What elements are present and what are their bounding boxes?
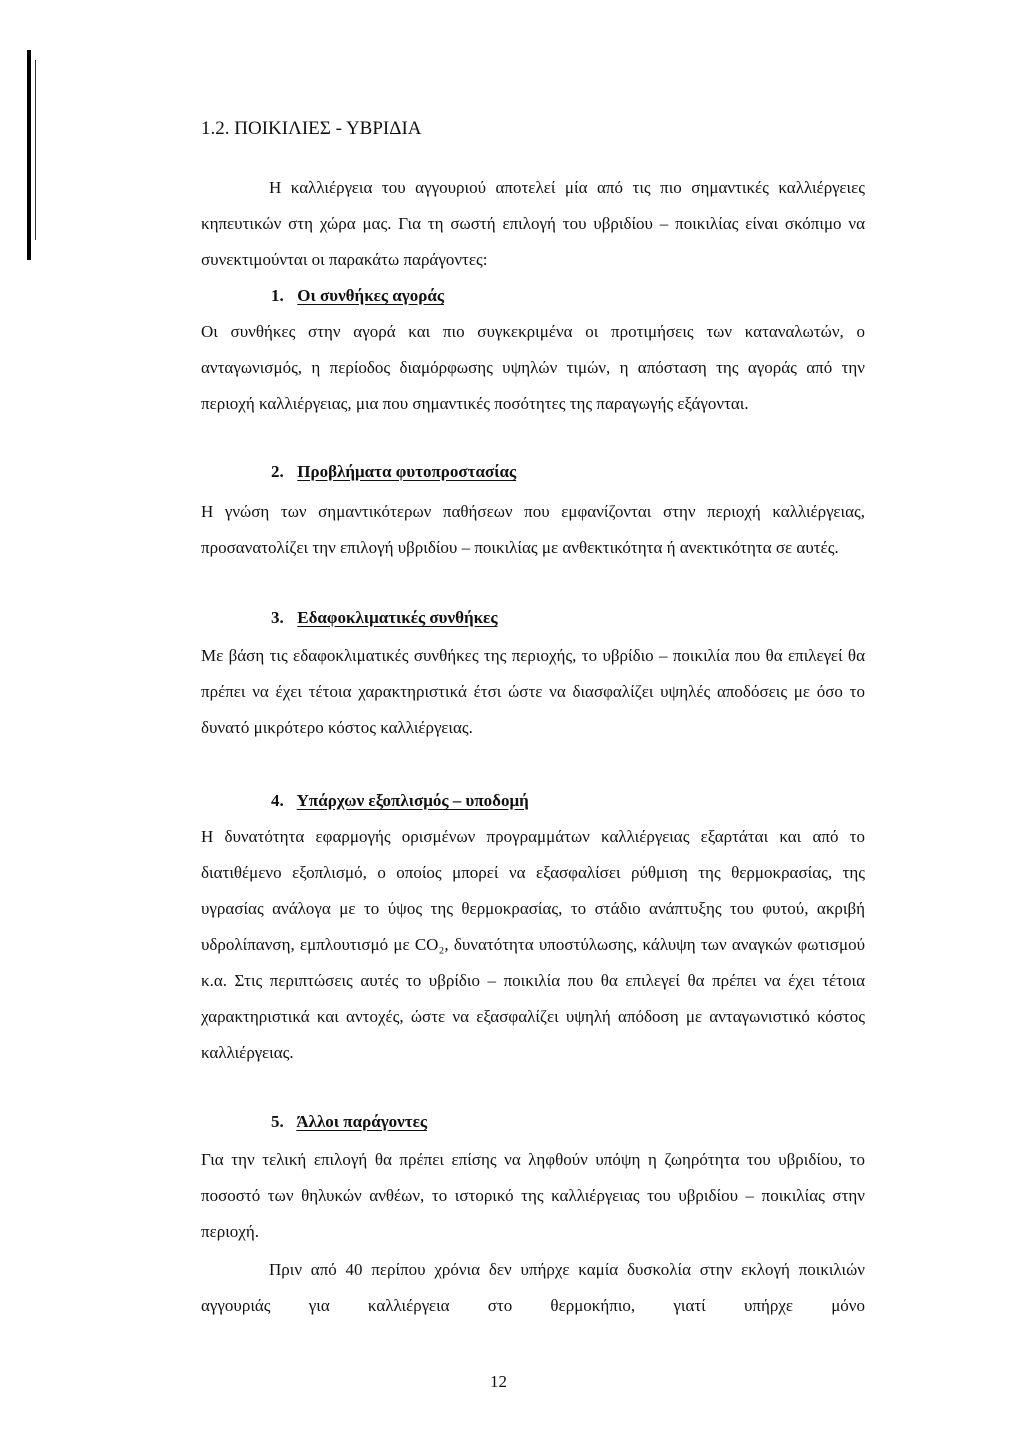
closing-paragraph: Πριν από 40 περίπου χρόνια δεν υπήρχε καμία δυσκολία στην εκλογή ποικιλιών αγγουριάς για καλλιέργεια στο θερμοκήπιο, γιατί υπήρχε μόνο [201, 1260, 865, 1315]
factor-heading-4 [271, 789, 529, 813]
factor-text-4: Η δυνατότητα εφαρμογής ορισμένων προγραμμάτων καλλιέργειας εξαρτάται και από το διατιθέμενο εξοπλισμό, ο οποίος μπορεί να εξασφαλίσει ρύθμιση της θερμοκρασίας, της υγρασίας ανάλογα με το ύψος της θερμοκρασίας, το στάδιο ανάπτυξης του φυτού, ακριβή υδρολίπανση, εμπλουτισμό με CO₂, δυνατότητα υποστύλωσης, κάλυψη των αναγκών φωτισμού κ.α. Στις περιπτώσεις αυτές το υβρίδιο – ποικιλία που θα επιλεγεί θα πρέπει να έχει τέτοια χαρακτηριστικά και αντοχές, ώστε να εξασφαλίζει υψηλή απόδοση με ανταγωνιστικό κόστος καλλιέργειας. [201, 827, 865, 1062]
factor-title: Εδαφοκλιματικές συνθήκες [297, 608, 498, 627]
factor-title: Οι συνθήκες αγοράς [297, 286, 445, 305]
factor-number: 3. [271, 608, 284, 627]
page-number: 12 [490, 1372, 507, 1391]
section-title: 1.2. ΠΟΙΚΙΛΙΕΣ - ΥΒΡΙΔΙΑ [201, 118, 422, 139]
factor-heading-5 [271, 1110, 427, 1134]
factor-number: 2. [271, 462, 284, 481]
scan-edge-line [35, 60, 36, 240]
factor-number: 5. [271, 1112, 284, 1131]
factor-text-1: Οι συνθήκες στην αγορά και πιο συγκεκριμένα οι προτιμήσεις των καταναλωτών, ο ανταγωνισμός, η περίοδος διαμόρφωσης υψηλών τιμών, η απόσταση της αγοράς από την περιοχή καλλιέργειας, μια που σημαντικές ποσότητες της παραγωγής εξάγονται. [201, 322, 865, 413]
factor-title: Υπάρχων εξοπλισμός – υποδομή [296, 791, 529, 810]
factor-text-5: Για την τελική επιλογή θα πρέπει επίσης να ληφθούν υπόψη η ζωηρότητα του υβριδίου, το ποσοστό των θηλυκών ανθέων, το ιστορικό της καλλιέργειας του υβριδίου – ποικιλίας στην περιοχή. [201, 1150, 865, 1241]
factor-heading-1 [271, 284, 444, 308]
factor-number: 4. [271, 791, 284, 810]
factor-heading-2 [271, 460, 516, 484]
scan-edge-mark [27, 50, 31, 260]
factor-title: Άλλοι παράγοντες [296, 1112, 428, 1131]
factor-title: Προβλήματα φυτοπροστασίας [297, 462, 517, 481]
factor-number: 1. [271, 286, 284, 305]
factor-heading-3 [271, 606, 498, 630]
factor-text-2: Η γνώση των σημαντικότερων παθήσεων που εμφανίζονται στην περιοχή καλλιέργειας, προσανατολίζει την επιλογή υβριδίου – ποικιλίας με ανθεκτικότητα ή ανεκτικότητα σε αυτές. [201, 502, 865, 557]
intro-paragraph: Η καλλιέργεια του αγγουριού αποτελεί μία από τις πιο σημαντικές καλλιέργειες κηπευτικών στη χώρα μας. Για τη σωστή επιλογή του υβριδίου – ποικιλίας είναι σκόπιμο να συνεκτιμούνται οι παρακάτω παράγοντες: [201, 178, 865, 269]
factor-text-3: Με βάση τις εδαφοκλιματικές συνθήκες της περιοχής, το υβρίδιο – ποικιλία που θα επιλεγεί θα πρέπει να έχει τέτοια χαρακτηριστικά έτσι ώστε να διασφαλίζει υψηλές αποδόσεις με όσο το δυνατό μικρότερο κόστος καλλιέργειας. [201, 646, 865, 737]
